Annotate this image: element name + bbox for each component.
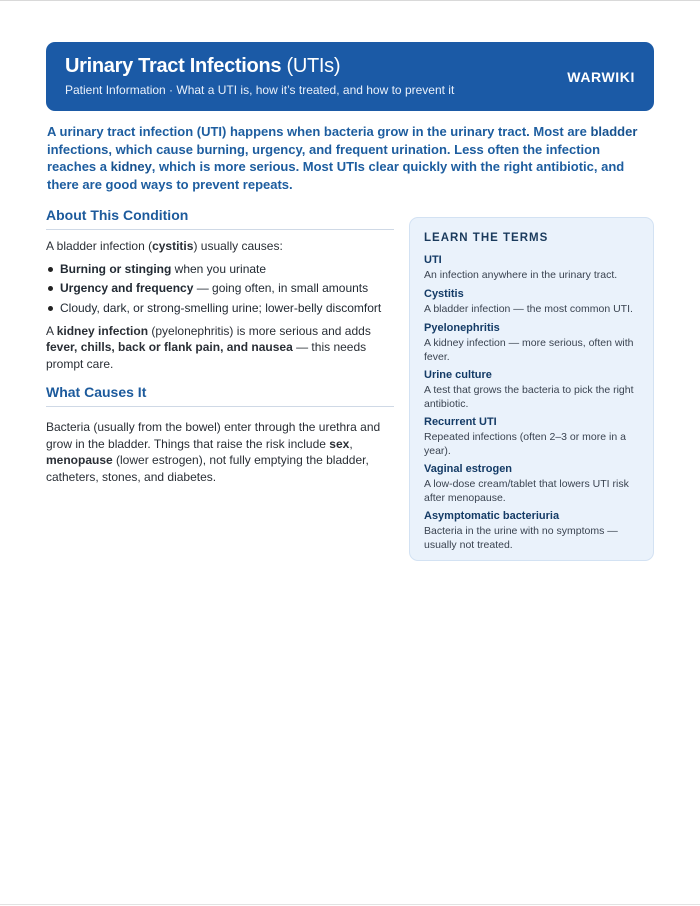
glossary-definition: A bladder infection — the most common UTI. [424,303,633,315]
glossary-item [424,415,644,458]
causes-bold-2: menopause [46,453,113,467]
glossary-definition: Repeated infections (often 2–3 or more in a year). [424,431,626,457]
section-title-about: About This Condition [46,207,394,230]
main-column [46,207,394,485]
kidney-bold-2: fever, chills, back or flank pain, and nausea [46,340,293,354]
glossary-term: Cystitis [424,288,464,300]
causes-text-1: Bacteria (usually from the bowel) enter through the urethra and grow in the bladder. Things that raise the risk include [46,420,381,451]
glossary-item [424,321,644,364]
glossary-item [424,509,644,552]
kidney-mid: (pyelonephritis) is more serious and adds [148,323,371,338]
top-border [0,0,700,1]
glossary-item [424,287,644,316]
title-abbrev: (UTIs) [286,55,341,77]
list-item-bold: Burning or stinging [60,261,172,276]
glossary-term: Pyelonephritis [424,322,500,334]
glossary-term: Urine culture [424,369,492,381]
intro-text-3: , which is more serious. Most UTIs clear quickly with the right antibiotic, and there are good ways to prevent repeats. [47,159,625,192]
header-banner [46,42,654,111]
symptom-list [46,261,394,316]
list-item-text: — going often, in small amounts [193,281,369,295]
glossary-title: LEARN THE TERMS [424,232,549,244]
page-subtitle: Patient Information · What a UTI is, how it’s treated, and how to prevent it [65,83,455,97]
kidney-pre: A [46,323,57,338]
intro-bold-1: bladder [590,124,638,139]
list-item-bold: Urgency and frequency [60,281,194,295]
list-item [46,261,394,277]
bullet-icon [48,286,53,291]
glossary-definition: A low-dose cream/tablet that lowers UTI risk after menopause. [424,478,629,504]
section-title-causes: What Causes It [46,384,394,407]
causes-bold-1: sex [329,436,350,451]
list-item-text: Cloudy, dark, or strong-smelling urine; lower-belly discomfort [60,300,382,315]
glossary-term: Asymptomatic bacteriuria [424,510,560,522]
bottom-border [0,904,700,905]
glossary-term: Recurrent UTI [424,416,497,428]
glossary-definition: An infection anywhere in the urinary tract. [424,269,618,281]
about-lead-pre: A bladder infection ( [46,239,153,253]
glossary-item [424,368,644,411]
title-main: Urinary Tract Infections [65,55,282,77]
glossary-term: UTI [424,254,442,266]
brand-logo: WARWIKI [567,69,635,85]
intro-text-1: A urinary tract infection (UTI) happens when bacteria grow in the urinary tract. Most are [47,124,591,139]
list-item [46,300,394,316]
about-lead [46,238,394,255]
glossary-definition: Bacteria in the urine with no symptoms — usually not treated. [424,525,618,551]
causes-text-3: (lower estrogen), not fully emptying the bladder, catheters, stones, and diabetes. [46,453,369,484]
glossary-definition: A kidney infection — more serious, often with fever. [424,337,634,363]
intro-paragraph [47,123,647,193]
about-lead-post: ) usually causes: [193,239,283,253]
bullet-icon [48,306,53,311]
intro-text-2: infections, which cause burning, urgency, and frequent urination. Less often the infection reaches a [47,141,601,174]
kidney-paragraph [46,323,394,373]
bullet-icon [48,267,53,272]
glossary-sidebar [409,217,654,561]
list-item-text: when you urinate [171,261,267,276]
glossary-item [424,253,644,282]
about-lead-bold: cystitis [152,239,194,253]
kidney-bold-1: kidney infection [56,323,149,338]
intro-bold-2: kidney [110,159,152,174]
list-item [46,280,394,296]
causes-paragraph [46,419,394,485]
glossary-item [424,462,644,505]
glossary-term: Vaginal estrogen [424,463,513,475]
glossary-definition: A test that grows the bacteria to pick the right antibiotic. [424,384,634,410]
page-title [65,55,340,78]
kidney-post: — this needs prompt care. [46,340,367,371]
causes-text-2: , [349,436,353,451]
